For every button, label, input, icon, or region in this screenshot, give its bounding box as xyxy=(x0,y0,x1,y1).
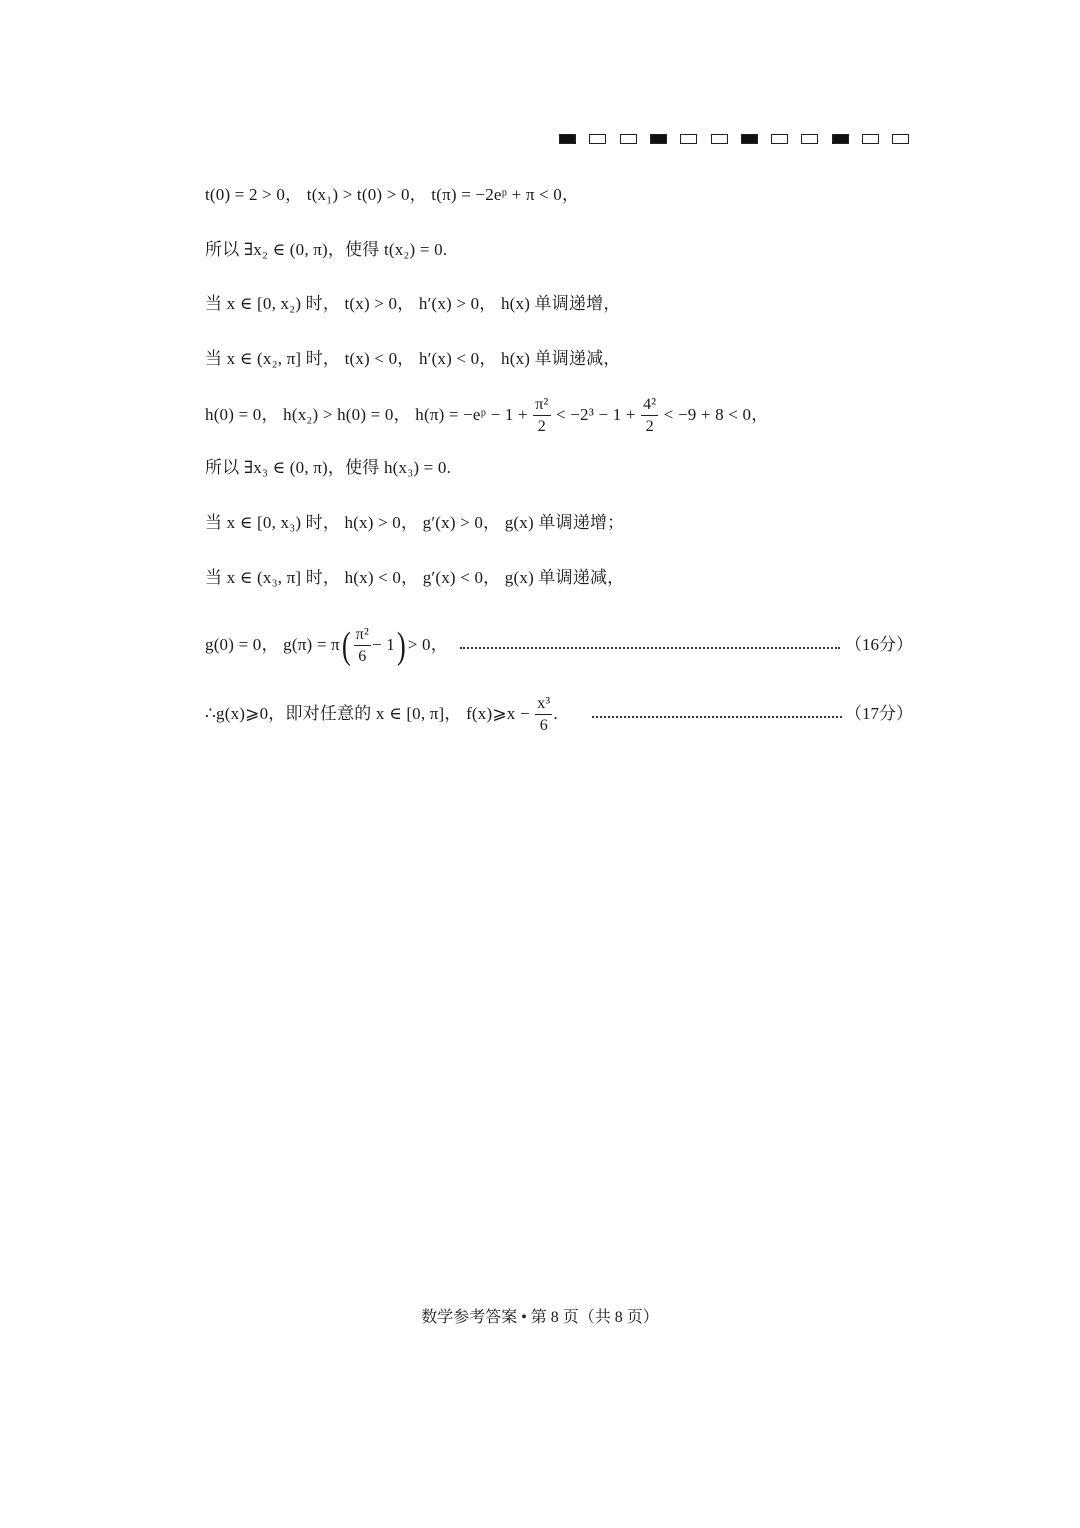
solution-line-7: 当 x ∈ [0, x₃) 时， h(x) > 0， g′(x) > 0， g(x) 单调递增； xyxy=(205,513,625,532)
line9-text-a: g(0) = 0， g(π) = π xyxy=(205,635,340,654)
dotted-leader xyxy=(460,645,840,649)
line5-text-b: < −2³ − 1 + xyxy=(551,405,641,424)
fraction-numerator: π² xyxy=(533,397,550,416)
dotted-leader xyxy=(592,714,842,718)
fraction-denominator: 6 xyxy=(358,648,367,666)
hollow-square-mark xyxy=(620,134,637,144)
solution-line-2: 所以 ∃x₂ ∈ (0, π)，使得 t(x₂) = 0. xyxy=(205,240,448,259)
line10-text-b: . xyxy=(553,704,558,723)
solution-line-6: 所以 ∃x₃ ∈ (0, π)，使得 h(x₃) = 0. xyxy=(205,458,452,477)
page-footer: 数学参考答案 • 第 8 页（共 8 页） xyxy=(421,1309,659,1326)
solution-line-10 xyxy=(205,694,558,734)
solution-line-1: t(0) = 2 > 0， t(x₁) > t(0) > 0， t(π) = −2eᵖ + π < 0， xyxy=(205,185,580,204)
solution-line-9 xyxy=(205,625,448,668)
hollow-square-mark xyxy=(801,134,818,144)
fraction-pi-squared-over-2 xyxy=(533,397,550,435)
fraction-numerator: 4² xyxy=(641,397,658,416)
fraction-denominator: 2 xyxy=(645,418,654,436)
fraction-pi-squared-over-6 xyxy=(354,627,371,665)
corner-marks xyxy=(559,134,919,146)
solution-line-8: 当 x ∈ (x₃, π] 时， h(x) < 0， g′(x) < 0， g(x) 单调递减， xyxy=(205,568,625,587)
hollow-square-mark xyxy=(589,134,606,144)
score-17: （17分） xyxy=(845,704,913,723)
solution-line-3: 当 x ∈ [0, x₂) 时， t(x) > 0， h′(x) > 0， h(x) 单调递增， xyxy=(205,294,621,313)
score-16: （16分） xyxy=(845,635,913,654)
hollow-square-mark xyxy=(862,134,879,144)
fraction-denominator: 6 xyxy=(539,717,548,735)
line10-text-a: ∴g(x)⩾0，即对任意的 x ∈ [0, π]， f(x)⩾x − xyxy=(205,704,535,723)
filled-square-mark xyxy=(832,134,849,144)
hollow-square-mark xyxy=(680,134,697,144)
filled-square-mark xyxy=(650,134,667,144)
line5-text-c: < −9 + 8 < 0， xyxy=(659,405,769,424)
line5-text-a: h(0) = 0， h(x₂) > h(0) = 0， h(π) = −eᵖ − 1 + xyxy=(205,405,533,424)
line9-text-c: > 0， xyxy=(407,635,448,654)
fraction-x-cubed-over-6 xyxy=(535,696,552,734)
filled-square-mark xyxy=(559,134,576,144)
fraction-4-squared-over-2 xyxy=(641,397,658,435)
fraction-numerator: π² xyxy=(354,627,371,646)
solution-line-5 xyxy=(205,395,768,435)
solution-line-4: 当 x ∈ (x₂, π] 时， t(x) < 0， h′(x) < 0， h(x) 单调递减， xyxy=(205,349,621,368)
fraction-numerator: x³ xyxy=(535,696,552,715)
fraction-denominator: 2 xyxy=(537,418,546,436)
hollow-square-mark xyxy=(711,134,728,144)
left-paren: ( xyxy=(341,625,351,668)
line9-text-b: − 1 xyxy=(371,635,395,654)
hollow-square-mark xyxy=(771,134,788,144)
hollow-square-mark xyxy=(892,134,909,144)
filled-square-mark xyxy=(741,134,758,144)
right-paren: ) xyxy=(396,625,406,668)
